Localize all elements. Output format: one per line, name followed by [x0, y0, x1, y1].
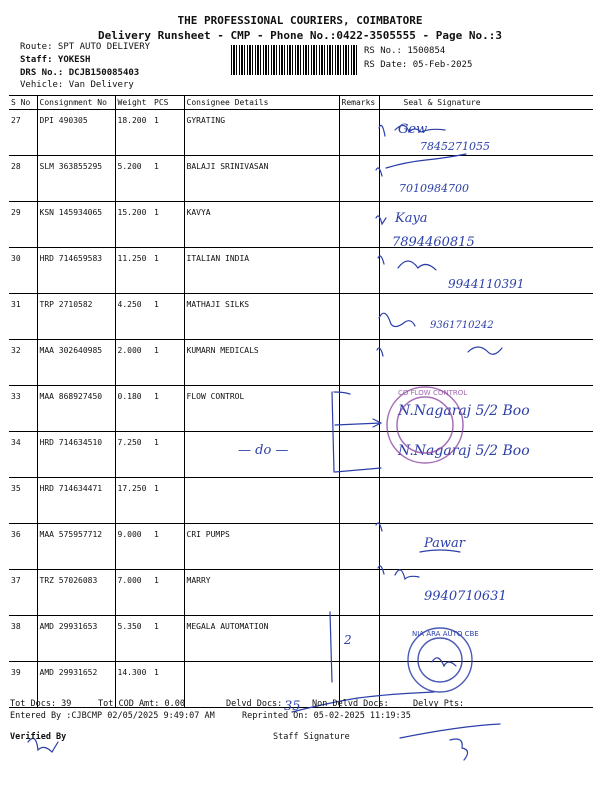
cell-weight: 9.000	[115, 524, 152, 570]
cell-pcs: 1	[152, 662, 184, 708]
cell-consignee: MARRY	[184, 570, 339, 616]
cell-consignee	[184, 478, 339, 524]
drs-number: DRS No.: DCJB150085403	[20, 68, 140, 78]
cell-pcs: 1	[152, 202, 184, 248]
cell-seal-signature	[379, 524, 593, 570]
page-title: Delivery Runsheet - CMP - Phone No.:0422-3505555 - Page No.:3	[98, 29, 502, 42]
cell-pcs: 1	[152, 156, 184, 202]
cell-pcs: 1	[152, 524, 184, 570]
cell-sno: 34	[9, 432, 37, 478]
table-row	[9, 340, 593, 386]
cell-pcs: 1	[152, 616, 184, 662]
table-row	[9, 294, 593, 340]
cell-seal-signature	[379, 110, 593, 156]
cell-weight: 5.350	[115, 616, 152, 662]
delivery-points: Delvy Pts:	[413, 699, 465, 709]
table-row	[9, 248, 593, 294]
cell-pcs: 1	[152, 340, 184, 386]
table-row	[9, 662, 593, 708]
cell-sno: 33	[9, 386, 37, 432]
cell-sno: 27	[9, 110, 37, 156]
cell-pcs: 1	[152, 294, 184, 340]
cell-sno: 39	[9, 662, 37, 708]
vehicle-label: Vehicle: Van Delivery	[20, 80, 134, 90]
cell-remarks	[339, 340, 379, 386]
verified-by: Verified By	[10, 732, 67, 742]
company-name: THE PROFESSIONAL COURIERS, COIMBATORE	[177, 14, 423, 27]
cell-sno: 38	[9, 616, 37, 662]
cell-pcs: 1	[152, 478, 184, 524]
table-header-row	[9, 96, 593, 110]
rs-number: RS No.: 1500854	[364, 46, 446, 56]
route-label: Route: SPT AUTO DELIVERY	[20, 42, 151, 52]
col-weight: Weight	[115, 96, 152, 110]
cell-consignment-no: HRD 714659583	[37, 248, 115, 294]
cell-weight: 4.250	[115, 294, 152, 340]
handwritten-phone-37: 9940710631	[424, 589, 507, 604]
cell-consignment-no: SLM 363855295	[37, 156, 115, 202]
cell-seal-signature	[379, 432, 593, 478]
handwritten-phone-29: 7894460815	[392, 235, 475, 250]
handwritten-mark-34: N.Nagaraj 5/2 Boo	[398, 443, 530, 459]
cell-consignee: CRI PUMPS	[184, 524, 339, 570]
handwritten-note-38: 2	[344, 633, 352, 647]
cell-seal-signature	[379, 478, 593, 524]
table-row	[9, 478, 593, 524]
cell-weight: 14.300	[115, 662, 152, 708]
staff-signature: Staff Signature	[273, 732, 350, 742]
cell-pcs: 1	[152, 432, 184, 478]
col-remarks: Remarks	[339, 96, 379, 110]
delivered-docs: Delvd Docs:	[226, 699, 283, 709]
cell-sno: 30	[9, 248, 37, 294]
handwritten-phone-30: 9944110391	[448, 277, 525, 291]
col-consignment: Consignment No	[37, 96, 115, 110]
cell-remarks	[339, 156, 379, 202]
cell-weight: 0.180	[115, 386, 152, 432]
cell-consignee: KAVYA	[184, 202, 339, 248]
cell-consignment-no: HRD 714634471	[37, 478, 115, 524]
signature-scribble-staff	[400, 724, 500, 738]
cell-weight: 7.000	[115, 570, 152, 616]
cell-remarks	[339, 294, 379, 340]
table-row	[9, 202, 593, 248]
cell-consignee: MEGALA AUTOMATION	[184, 616, 339, 662]
cell-weight: 17.250	[115, 478, 152, 524]
cell-weight: 5.200	[115, 156, 152, 202]
signature-staff-3	[450, 739, 468, 760]
reprinted-on: Reprinted On: 05-02-2025 11:19:35	[242, 711, 411, 721]
handwritten-name-36: Pawar	[424, 536, 466, 551]
handwritten-mark-33: N.Nagaraj 5/2 Boo	[398, 403, 530, 419]
handwritten-phone-28: 7010984700	[399, 182, 469, 195]
cell-consignee: BALAJI SRINIVASAN	[184, 156, 339, 202]
handwritten-phone-27: 7845271055	[420, 140, 490, 153]
cell-consignee: KUMARN MEDICALS	[184, 340, 339, 386]
cell-seal-signature	[379, 340, 593, 386]
cell-remarks	[339, 524, 379, 570]
stamp-text-auto: NIA ARA AUTO CBE	[412, 630, 479, 638]
cell-remarks	[339, 202, 379, 248]
col-sno: S No	[9, 96, 37, 110]
cell-sno: 29	[9, 202, 37, 248]
cell-consignee: MATHAJI SILKS	[184, 294, 339, 340]
cell-seal-signature	[379, 570, 593, 616]
cell-consignment-no: TRZ 57026083	[37, 570, 115, 616]
cell-consignee: GYRATING	[184, 110, 339, 156]
cell-seal-signature	[379, 662, 593, 708]
cell-remarks	[339, 616, 379, 662]
non-delivered-docs: Non Delvd Docs:	[312, 699, 389, 709]
handwritten-name-29: Kaya	[395, 211, 428, 226]
cell-pcs: 1	[152, 386, 184, 432]
cell-weight: 11.250	[115, 248, 152, 294]
handwritten-phone-31: 9361710242	[430, 320, 494, 331]
cell-consignment-no: DPI 490305	[37, 110, 115, 156]
cell-remarks	[339, 110, 379, 156]
cell-seal-signature	[379, 294, 593, 340]
cell-consignee: FLOW CONTROL	[184, 386, 339, 432]
table-row	[9, 386, 593, 432]
cell-sno: 37	[9, 570, 37, 616]
table-row	[9, 616, 593, 662]
cell-remarks	[339, 570, 379, 616]
entered-by: Entered By :CJBCMP 02/05/2025 9:49:07 AM	[10, 711, 215, 721]
cell-consignment-no: MAA 575957712	[37, 524, 115, 570]
cell-sno: 35	[9, 478, 37, 524]
cell-remarks	[339, 432, 379, 478]
handwritten-gew: Gew	[398, 122, 428, 137]
barcode	[231, 45, 357, 75]
cell-weight: 7.250	[115, 432, 152, 478]
table-row	[9, 570, 593, 616]
staff-label: Staff: YOKESH	[20, 55, 91, 65]
cell-consignment-no: AMD 29931653	[37, 616, 115, 662]
rs-date: RS Date: 05-Feb-2025	[364, 60, 473, 70]
cell-seal-signature	[379, 202, 593, 248]
table-row	[9, 432, 593, 478]
cell-consignment-no: KSN 145934065	[37, 202, 115, 248]
cell-sno: 31	[9, 294, 37, 340]
cell-consignee: ITALIAN INDIA	[184, 248, 339, 294]
cell-weight: 2.000	[115, 340, 152, 386]
cell-sno: 32	[9, 340, 37, 386]
cell-consignment-no: MAA 302640985	[37, 340, 115, 386]
cell-sno: 28	[9, 156, 37, 202]
cell-pcs: 1	[152, 248, 184, 294]
cell-remarks	[339, 386, 379, 432]
table-row	[9, 524, 593, 570]
runsheet-table	[9, 95, 593, 708]
cell-consignment-no: AMD 29931652	[37, 662, 115, 708]
stamp-text-flow-control: CO FLOW CONTROL	[398, 389, 468, 397]
cell-remarks	[339, 248, 379, 294]
cell-seal-signature	[379, 248, 593, 294]
cell-consignment-no: TRP 2710582	[37, 294, 115, 340]
col-pcs: PCS	[152, 96, 184, 110]
table-row	[9, 156, 593, 202]
table-row	[9, 110, 593, 156]
cell-consignment-no: MAA 868927450	[37, 386, 115, 432]
cell-seal-signature	[379, 386, 593, 432]
cell-consignment-no: HRD 714634510	[37, 432, 115, 478]
cell-seal-signature	[379, 156, 593, 202]
total-docs: Tot Docs: 39	[10, 699, 72, 709]
handwritten-dash-34: — do —	[238, 443, 289, 458]
cell-pcs: 1	[152, 570, 184, 616]
cell-sno: 36	[9, 524, 37, 570]
cell-weight: 18.200	[115, 110, 152, 156]
cell-pcs: 1	[152, 110, 184, 156]
cell-consignee	[184, 432, 339, 478]
cell-weight: 15.200	[115, 202, 152, 248]
col-consignee: Consignee Details	[184, 96, 339, 110]
total-cod-amount: Tot COD Amt: 0.00	[98, 699, 185, 709]
col-seal: Seal & Signature	[379, 96, 593, 110]
cell-remarks	[339, 478, 379, 524]
cell-seal-signature	[379, 616, 593, 662]
handwritten-delvd-count: 35	[284, 699, 301, 714]
